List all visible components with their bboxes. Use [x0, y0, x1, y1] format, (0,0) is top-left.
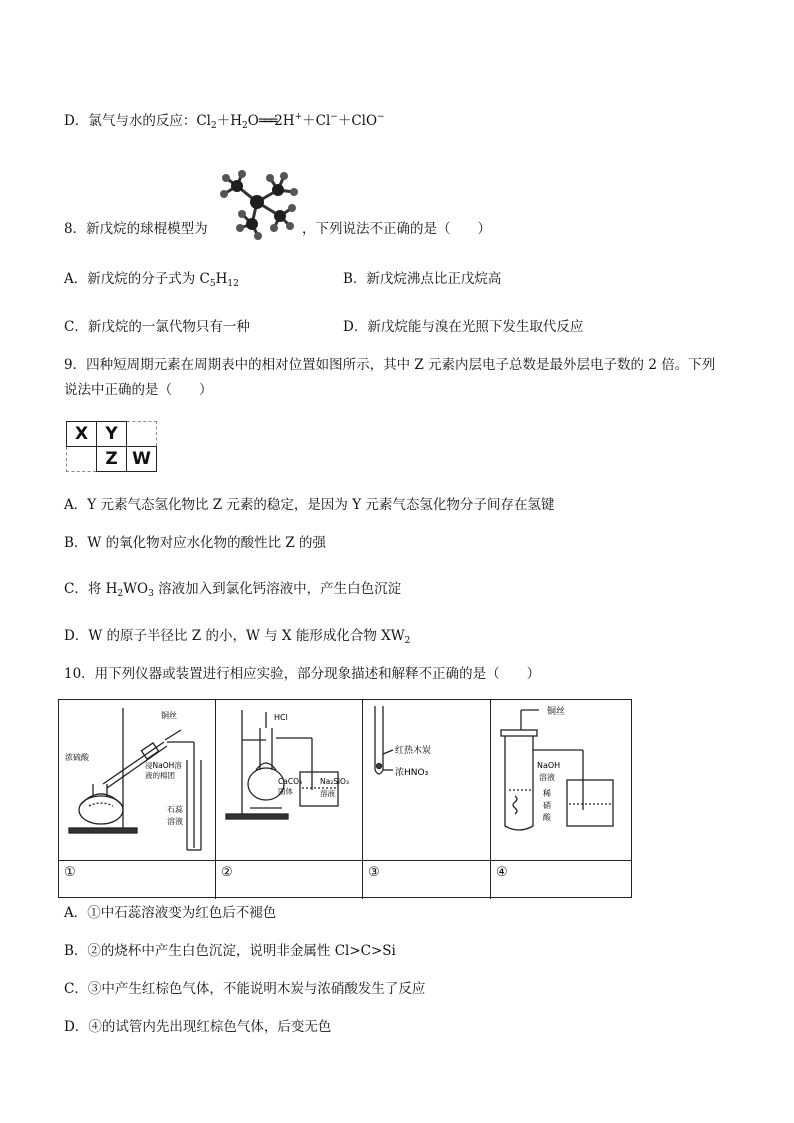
q8-option-a — [64, 270, 239, 293]
eq-prod1: 2H — [274, 113, 295, 129]
q10-option-a: A．①中石蕊溶液变为红色后不褪色 — [64, 905, 277, 921]
q10-option-c: C．③中产生红棕色气体，不能说明木炭与浓硝酸发生了反应 — [64, 981, 426, 997]
q9-stem-line2: 说法中正确的是（ ） — [64, 382, 213, 398]
charcoal-nitric-acid-image — [363, 700, 490, 858]
experiment-number-1: ① — [64, 865, 76, 880]
eq-cl-sub: 2 — [210, 121, 217, 131]
label-conc-sulfuric: 浓硫酸 — [65, 753, 89, 762]
label-copper-wire: 铜丝 — [547, 707, 566, 717]
label-conc-hno3: 浓HNO₃ — [395, 768, 429, 778]
q8-stem-before: 8．新戊烷的球棍模型为 — [64, 221, 208, 237]
eq-cl: Cl — [196, 113, 211, 129]
q8-stem-after: ，下列说法不正确的是（ ） — [302, 221, 491, 237]
label-nitric: 硝 — [543, 801, 551, 810]
label-acid: 酸 — [543, 813, 551, 822]
experiment-number-2: ② — [221, 865, 233, 880]
q9-option-c-text: C．将 H — [64, 581, 118, 597]
q8-option-d: D．新戊烷能与溴在光照下发生取代反应 — [343, 319, 584, 335]
eq-prod3-sup: − — [377, 112, 385, 122]
eq-plus: ＋ — [302, 113, 316, 129]
q7-option-d-label: D．氯气与水的反应： — [64, 113, 197, 129]
label-litmus-line2: 溶液 — [167, 817, 183, 826]
q8-option-b: B．新戊烷沸点比正戊烷高 — [343, 271, 502, 287]
eq-prod3: ClO — [351, 113, 378, 129]
q9-stem-line1: 9．四种短周期元素在周期表中的相对位置如图所示，其中 Z 元素内层电子总数是最外层电子数的 2 倍。下列 — [64, 357, 716, 373]
experiment-table — [58, 699, 632, 898]
q9-option-d-text: D．W 的原子半径比 Z 的小，W 与 X 能形成化合物 XW — [64, 628, 405, 644]
q9-option-c — [64, 580, 401, 603]
q8-option-a-h: H — [215, 271, 228, 287]
element-z: Z — [97, 447, 127, 472]
eq-h-sub: 2 — [242, 121, 248, 131]
eq-prod2-sup: − — [330, 112, 338, 122]
experiment-1-figure — [59, 700, 216, 860]
label-dilute: 稀 — [543, 789, 551, 798]
q10-option-b: B．②的烧杯中产生白色沉淀，说明非金属性 Cl>C>Si — [64, 943, 396, 959]
q9-option-b: B．W 的氧化物对应水化物的酸性比 Z 的强 — [64, 535, 327, 551]
ball-stick-model-image — [212, 166, 302, 242]
q10-option-d: D．④的试管内先出现红棕色气体，后变无色 — [64, 1019, 332, 1035]
q9-option-a: A．Y 元素气态氢化物比 Z 元素的稳定，是因为 Y 元素气态氢化物分子间存在氢键 — [64, 497, 555, 513]
experiment-4-figure — [491, 700, 632, 860]
label-copper-wire: 铜丝 — [161, 711, 177, 720]
label-red-hot-charcoal: 红热木炭 — [395, 746, 432, 756]
copper-dilute-nitric-image — [491, 700, 631, 858]
experiment-2-figure — [216, 700, 363, 860]
eq-o: O — [247, 113, 259, 129]
q10-stem: 10．用下列仪器或装置进行相应实验，部分现象描述和解释不正确的是（ ） — [64, 666, 541, 682]
experiment-number-row — [59, 860, 631, 899]
label-naoh: NaOH — [537, 761, 561, 770]
eq-plus: ＋ — [216, 113, 231, 129]
label-caco3: CaCO₃ — [278, 777, 302, 786]
q8-option-a-text: A．新戊烷的分子式为 C — [64, 271, 210, 287]
element-x: X — [67, 422, 97, 447]
q8-option-a-sub: 12 — [227, 279, 239, 289]
element-w: W — [127, 447, 157, 472]
eq-h: H — [230, 113, 242, 129]
empty-cell — [67, 447, 97, 472]
experiment-number-4: ④ — [496, 865, 508, 880]
eq-sign: ═══ — [258, 113, 275, 129]
label-cotton-line1: 浸NaOH溶 — [145, 761, 182, 770]
label-hcl: HCl — [274, 713, 288, 722]
q7-option-d — [64, 108, 385, 135]
label-litmus-line1: 石蕊 — [167, 805, 183, 814]
label-naoh-solution: 溶液 — [539, 773, 555, 782]
label-na2sio3-solution: 溶液 — [320, 789, 335, 798]
experiment-3-figure — [363, 700, 491, 860]
eq-prod1-sup: + — [294, 112, 303, 122]
label-na2sio3: Na₂SiO₃ — [320, 777, 349, 786]
q9-option-c-suffix: 溶液加入到氯化钙溶液中，产生白色沉淀 — [153, 581, 402, 597]
periodic-table-fragment — [66, 421, 157, 472]
q9-option-c-sub: 3 — [148, 589, 154, 599]
eq-prod2: Cl — [315, 113, 331, 129]
experiment-number-3: ③ — [368, 865, 380, 880]
q9-option-c-mid: WO — [123, 581, 149, 597]
q8-option-a-sub: 5 — [209, 279, 216, 289]
hcl-caco3-apparatus-image — [216, 700, 362, 858]
label-cotton-line2: 液的棉团 — [145, 771, 175, 780]
q9-option-c-sub: 2 — [117, 589, 124, 599]
q9-option-d — [64, 627, 410, 650]
q8-option-c: C．新戊烷的一氯代物只有一种 — [64, 319, 250, 335]
empty-cell — [127, 422, 157, 447]
label-solid: 固体 — [278, 787, 293, 796]
distillation-apparatus-image — [59, 700, 215, 858]
eq-plus: ＋ — [337, 113, 352, 129]
q9-option-d-sub: 2 — [404, 636, 411, 646]
element-y: Y — [97, 422, 127, 447]
